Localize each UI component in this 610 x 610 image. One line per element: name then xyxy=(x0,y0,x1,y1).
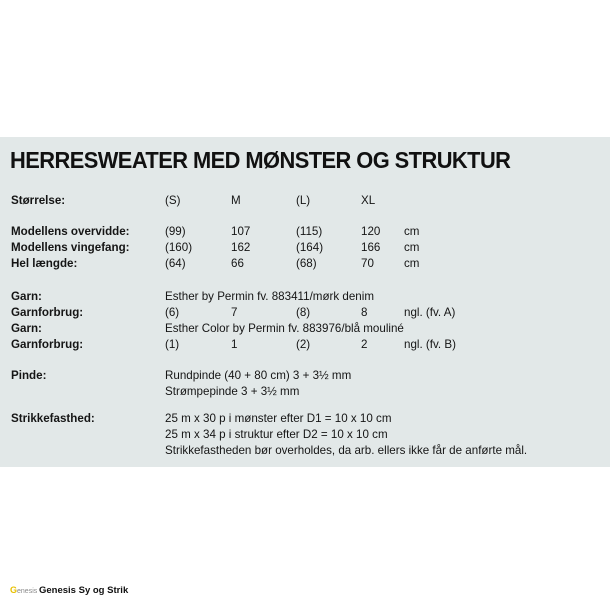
value: 70 xyxy=(361,257,374,270)
value: 120 xyxy=(361,225,381,238)
value: 7 xyxy=(231,306,238,319)
gauge-line: 25 m x 34 p i struktur efter D2 = 10 x 10 cm xyxy=(165,428,388,441)
needles-line: Strømpepinde 3 + 3½ mm xyxy=(165,385,300,398)
value: 162 xyxy=(231,241,251,254)
size-label: Størrelse: xyxy=(11,194,66,207)
measurement-label: Modellens overvidde: xyxy=(11,225,130,238)
value: 107 xyxy=(231,225,251,238)
unit: cm xyxy=(404,225,420,238)
value: (115) xyxy=(296,225,323,238)
value: (160) xyxy=(165,241,193,254)
value: (6) xyxy=(165,306,180,319)
needles-line: Rundpinde (40 + 80 cm) 3 + 3½ mm xyxy=(165,369,352,382)
value: 66 xyxy=(231,257,244,270)
yarn-usage-label: Garnforbrug: xyxy=(11,338,84,351)
value: (64) xyxy=(165,257,186,270)
value: (164) xyxy=(296,241,324,254)
needles-label: Pinde: xyxy=(11,369,47,382)
yarn-label: Garn: xyxy=(11,322,42,335)
gauge-line: Strikkefastheden bør overholdes, da arb. ellers ikke får de anførte mål. xyxy=(165,444,528,457)
yarn-text: Esther by Permin fv. 883411/mørk denim xyxy=(165,290,374,303)
brand-name: Genesis Sy og Strik xyxy=(39,584,129,596)
value: (68) xyxy=(296,257,317,270)
pattern-title: HERRESWEATER MED MØNSTER OG STRUKTUR xyxy=(10,147,511,173)
yarn-text: Esther Color by Permin fv. 883976/blå mouliné xyxy=(165,322,404,335)
measurement-label: Modellens vingefang: xyxy=(11,241,130,254)
yarn-label: Garn: xyxy=(11,290,42,303)
size-m: M xyxy=(231,194,241,207)
value: 166 xyxy=(361,241,381,254)
value: (1) xyxy=(165,338,180,351)
value: 2 xyxy=(361,338,368,351)
unit: ngl. (fv. B) xyxy=(404,338,456,351)
size-l: (L) xyxy=(296,194,311,207)
value: 8 xyxy=(361,306,368,319)
gauge-line: 25 m x 30 p i mønster efter D1 = 10 x 10 cm xyxy=(165,412,392,425)
yarn-usage-label: Garnforbrug: xyxy=(11,306,84,319)
unit: ngl. (fv. A) xyxy=(404,306,456,319)
size-xl: XL xyxy=(361,194,376,207)
footer-brand xyxy=(10,583,128,597)
value: (8) xyxy=(296,306,311,319)
gauge-label: Strikkefasthed: xyxy=(11,412,95,425)
unit: cm xyxy=(404,241,420,254)
value: (2) xyxy=(296,338,311,351)
size-s: (S) xyxy=(165,194,181,207)
unit: cm xyxy=(404,257,420,270)
value: 1 xyxy=(231,338,238,351)
value: (99) xyxy=(165,225,186,238)
genesis-logo-icon: Genesis xyxy=(10,585,38,595)
measurement-label: Hel længde: xyxy=(11,257,78,270)
